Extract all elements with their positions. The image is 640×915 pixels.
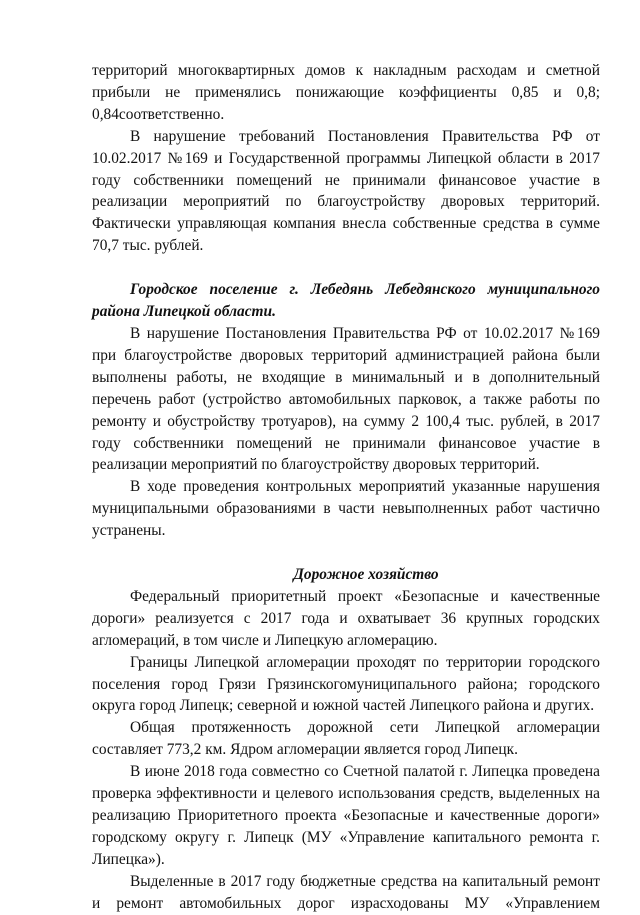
paragraph-line: 0,84соответственно. bbox=[92, 105, 225, 123]
section-heading: Городское поселение г. Лебедянь Лебедянского муниципального района Липецкой области. bbox=[92, 281, 600, 321]
paragraph: В нарушение Постановления Правительства РФ от 10.02.2017 №169 при благоустройстве дворовых территорий администрацией района были выполнены работы, не входящие в минимальный и в дополнительный перечень работ (устройство автомобильных парковок, а также работы по ремонту и обустройству тротуаров), на сумму 2 100,4 тыс. рублей, в 2017 году собственники помещений не принимали финансовое участие в реализации мероприятий по благоустройству дворовых территорий. bbox=[92, 324, 600, 474]
paragraph: В июне 2018 года совместно со Счетной палатой г. Липецка проведена проверка эффективности и целевого использования средств, выделенных на реализацию Приоритетного проекта «Безопасные и качественные дороги» городскому округу г. Липецк (МУ «Управление капитального ремонта г. Липецка»). bbox=[92, 763, 600, 868]
paragraph: Границы Липецкой агломерации проходят по территории городского поселения город Грязи Грязинскогомуниципального района; городского округа город Липецк; северной и южной частей Липецкого района и других. bbox=[92, 653, 600, 715]
paragraph-line: территорий многоквартирных домов к накладным расходам и сметной bbox=[92, 62, 600, 79]
paragraph: Выделенные в 2017 году бюджетные средства на капитальный ремонт и ремонт автомобильных дорог израсходованы МУ «Управлением bbox=[92, 872, 600, 912]
section-heading: Дорожное хозяйство bbox=[293, 566, 439, 584]
paragraph: В нарушение требований Постановления Правительства РФ от 10.02.2017 №169 и Государственной программы Липецкой области в 2017 году собственники помещений не принимали финансовое участие в реализации мероприятий по благоустройству дворовых территорий. Фактически управляющая компания внесла собственные средства в сумме 70,7 тыс. рублей. bbox=[92, 127, 600, 255]
paragraph: Общая протяженность дорожной сети Липецкой агломерации составляет 773,2 км. Ядром агломерации является город Липецк. bbox=[92, 719, 600, 759]
paragraph: Федеральный приоритетный проект «Безопасные и качественные дороги» реализуется с 2017 года и охватывает 36 крупных городских агломераций, в том числе и Липецкую агломерацию. bbox=[92, 587, 600, 649]
paragraph-line: прибыли не применялись понижающие коэффициенты 0,85 и 0,8; bbox=[92, 83, 600, 101]
paragraph: В ходе проведения контрольных мероприятий указанные нарушения муниципальными образованиями в части невыполненных работ частично устранены. bbox=[92, 478, 600, 540]
